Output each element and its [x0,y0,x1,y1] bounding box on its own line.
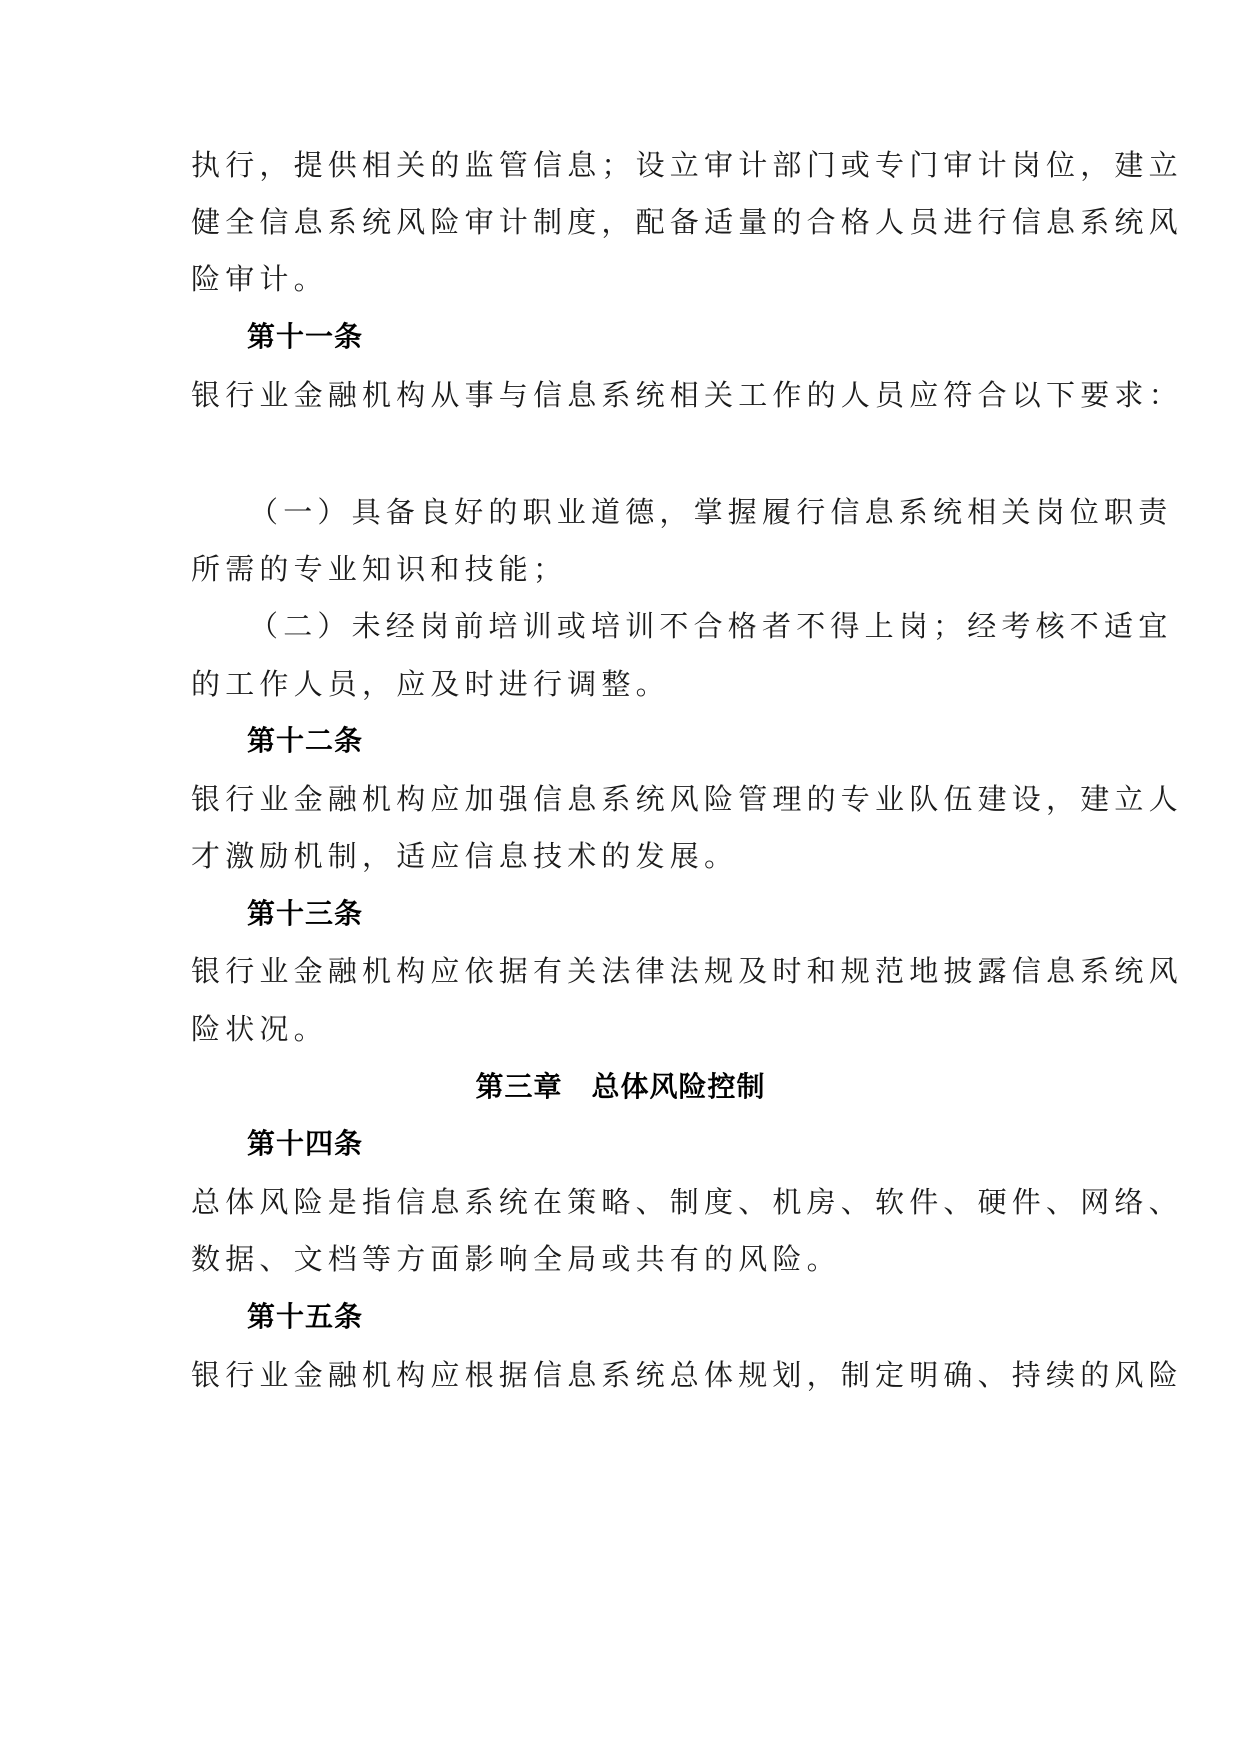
article-heading: 第十一条 [247,320,364,353]
text-line: 银行业金融机构应加强信息系统风险管理的专业队伍建设，建立人 [191,782,1183,816]
text-line: 执行，提供相关的监管信息；设立审计部门或专门审计岗位，建立 [191,148,1183,182]
text-line: 健全信息系统风险审计制度，配备适量的合格人员进行信息系统风 [191,205,1183,239]
text-line: 险状况。 [191,1012,328,1046]
article-heading: 第十四条 [247,1127,364,1160]
article-heading: 第十五条 [247,1300,364,1333]
text-line: 所需的专业知识和技能； [191,552,568,586]
text-line: 银行业金融机构从事与信息系统相关工作的人员应符合以下要求： [191,378,1183,412]
article-heading: 第十三条 [247,897,364,930]
list-item: （一）具备良好的职业道德，掌握履行信息系统相关岗位职责 [249,495,1173,529]
list-item: （二）未经岗前培训或培训不合格者不得上岗；经考核不适宜 [249,609,1173,643]
article-heading: 第十二条 [247,724,364,757]
text-line: 的工作人员，应及时进行调整。 [191,667,670,701]
text-line: 总体风险是指信息系统在策略、制度、机房、软件、硬件、网络、 [191,1185,1183,1219]
text-line: 银行业金融机构应根据信息系统总体规划，制定明确、持续的风险 [191,1358,1183,1392]
text-line: 数据、文档等方面影响全局或共有的风险。 [191,1242,841,1276]
text-line: 险审计。 [191,262,328,296]
text-line: 才激励机制，适应信息技术的发展。 [191,839,739,873]
text-line: 银行业金融机构应依据有关法律法规及时和规范地披露信息系统风 [191,954,1183,988]
chapter-title: 第三章 总体风险控制 [475,1070,766,1103]
